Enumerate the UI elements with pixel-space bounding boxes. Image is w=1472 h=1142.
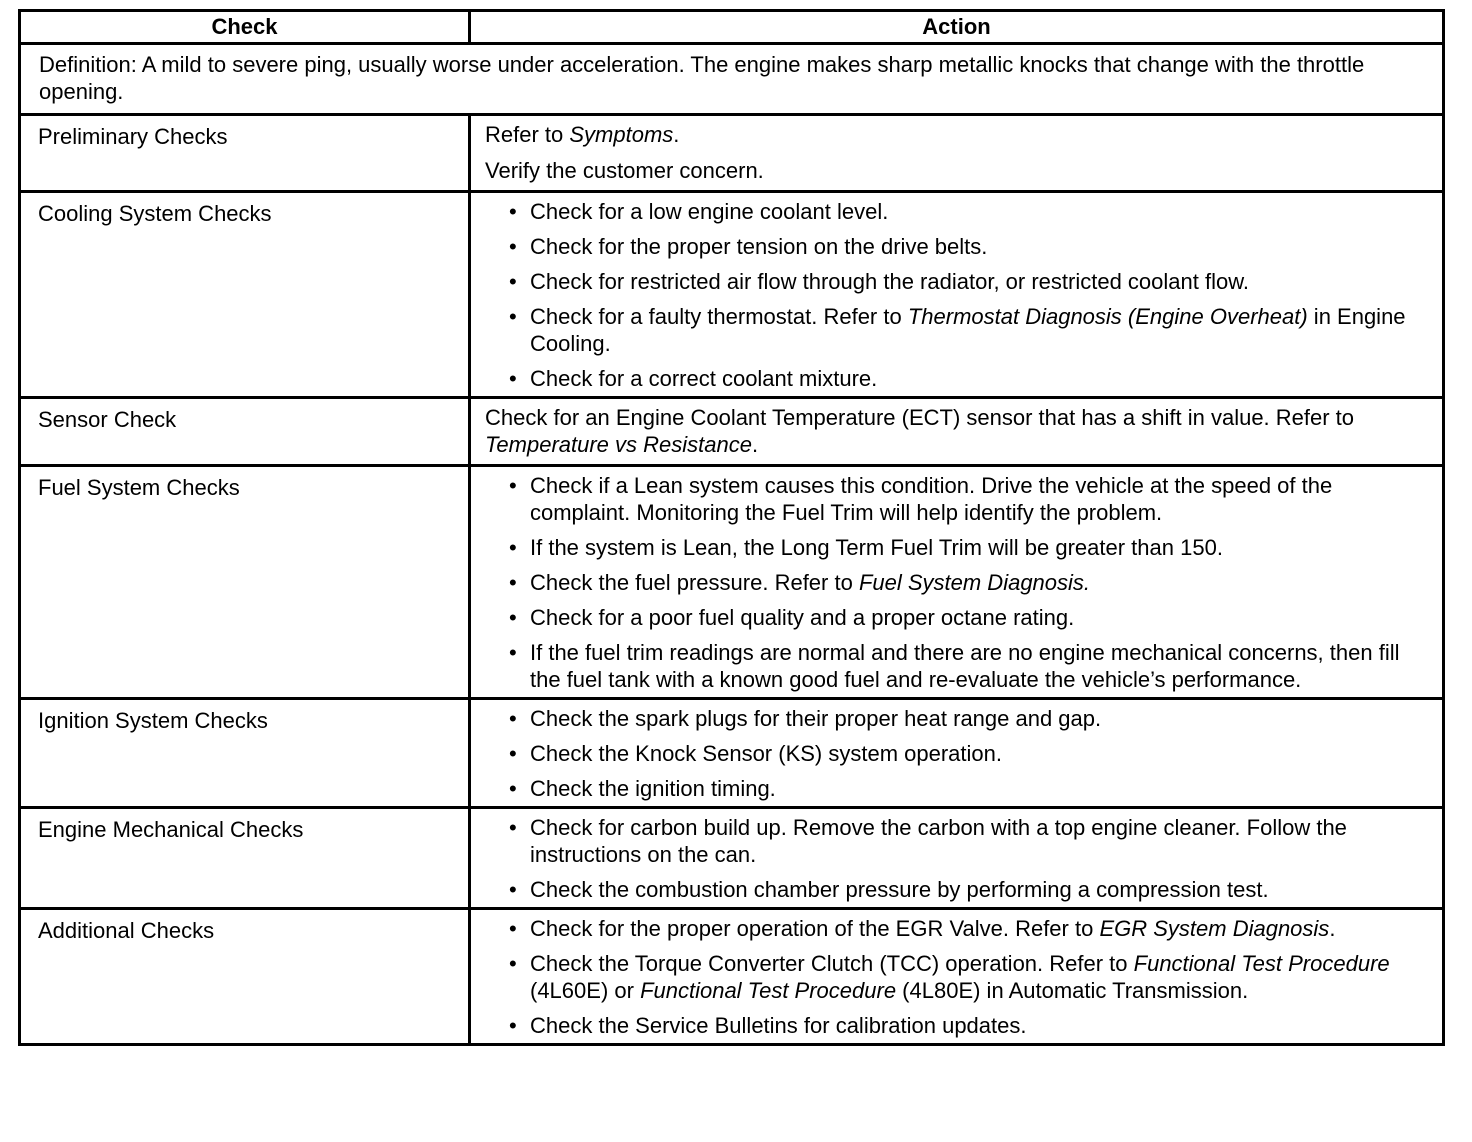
action-paragraph (485, 157, 1428, 184)
bullet-icon: • (509, 304, 517, 329)
text-run: Verify the customer concern. (485, 158, 764, 183)
list-item (485, 569, 1428, 596)
header-row (20, 11, 1444, 44)
text-run: Check for a correct coolant mixture. (530, 366, 878, 391)
definition-text: Definition: A mild to severe ping, usually worse under acceleration. The engine makes sharp metallic knocks that change with the throttle opening. (20, 44, 1444, 115)
action-list (485, 472, 1428, 693)
text-run: Check for restricted air flow through the radiator, or restricted coolant flow. (530, 269, 1249, 294)
bullet-icon: • (509, 951, 517, 976)
check-label: Engine Mechanical Checks (20, 808, 470, 909)
text-run: Check for a low engine coolant level. (530, 199, 889, 224)
text-run: Check if a Lean system causes this condition. Drive the vehicle at the speed of the complaint. Monitoring the Fuel Trim will help identify the problem. (530, 473, 1333, 525)
list-item (485, 876, 1428, 903)
reference-text: Temperature vs Resistance (485, 432, 752, 457)
list-item (485, 950, 1428, 1004)
bullet-icon: • (509, 366, 517, 391)
list-item (485, 705, 1428, 732)
bullet-icon: • (509, 706, 517, 731)
text-run: . (673, 122, 680, 147)
action-cell (470, 115, 1444, 192)
bullet-icon: • (509, 1013, 517, 1038)
text-run: Refer to (485, 122, 570, 147)
header-action: Action (470, 11, 1444, 44)
list-item (485, 365, 1428, 392)
bullet-icon: • (509, 640, 517, 665)
bullet-icon: • (509, 199, 517, 224)
list-item (485, 639, 1428, 693)
text-run: Check the fuel pressure. Refer to (530, 570, 859, 595)
reference-text: Functional Test Procedure (1133, 951, 1390, 976)
list-item (485, 472, 1428, 526)
list-item (485, 740, 1428, 767)
table-row (20, 909, 1444, 1045)
reference-text: EGR System Diagnosis (1099, 916, 1330, 941)
action-list (485, 814, 1428, 903)
text-run: Check for an Engine Coolant Temperature (ECT) sensor that has a shift in value. Refer to (485, 405, 1355, 430)
text-run: . (1329, 916, 1336, 941)
bullet-icon: • (509, 776, 517, 801)
text-run: Check the Service Bulletins for calibration updates. (530, 1013, 1027, 1038)
bullet-icon: • (509, 234, 517, 259)
text-run: If the fuel trim readings are normal and there are no engine mechanical concerns, then fill the fuel tank with a known good fuel and re-evaluate the vehicle’s performance. (530, 640, 1400, 692)
bullet-icon: • (509, 269, 517, 294)
table-row (20, 398, 1444, 466)
list-item (485, 1012, 1428, 1039)
text-run: Check the ignition timing. (530, 776, 776, 801)
text-run: Check the Torque Converter Clutch (TCC) operation. Refer to (530, 951, 1134, 976)
check-label: Fuel System Checks (20, 466, 470, 699)
text-run: (4L60E) or (530, 978, 641, 1003)
header-check: Check (20, 11, 470, 44)
check-label: Cooling System Checks (20, 192, 470, 398)
bullet-icon: • (509, 473, 517, 498)
text-run: Check for the proper tension on the drive belts. (530, 234, 988, 259)
list-item (485, 814, 1428, 868)
list-item (485, 604, 1428, 631)
bullet-icon: • (509, 535, 517, 560)
list-item (485, 233, 1428, 260)
text-run: Check for the proper operation of the EGR Valve. Refer to (530, 916, 1100, 941)
bullet-icon: • (509, 916, 517, 941)
action-list (485, 198, 1428, 392)
text-run: Check for carbon build up. Remove the carbon with a top engine cleaner. Follow the instructions on the can. (530, 815, 1347, 867)
check-label: Preliminary Checks (20, 115, 470, 192)
bullet-icon: • (509, 741, 517, 766)
table-row (20, 115, 1444, 192)
definition-row (20, 44, 1444, 115)
text-run: Check the combustion chamber pressure by performing a compression test. (530, 877, 1269, 902)
text-run: in Engine Cooling. (530, 304, 1406, 356)
check-label: Sensor Check (20, 398, 470, 466)
table-row (20, 192, 1444, 398)
text-run: Check for a faulty thermostat. Refer to (530, 304, 908, 329)
table-row (20, 808, 1444, 909)
list-item (485, 198, 1428, 225)
bullet-icon: • (509, 815, 517, 840)
table-row (20, 466, 1444, 699)
list-item (485, 775, 1428, 802)
check-label: Additional Checks (20, 909, 470, 1045)
text-run: Check for a poor fuel quality and a proper octane rating. (530, 605, 1075, 630)
text-run: (4L80E) in Automatic Transmission. (896, 978, 1249, 1003)
action-cell (470, 192, 1444, 398)
list-item (485, 915, 1428, 942)
action-cell (470, 909, 1444, 1045)
action-cell (470, 699, 1444, 808)
action-paragraph (485, 404, 1428, 458)
text-run: Check the Knock Sensor (KS) system operation. (530, 741, 1002, 766)
action-cell (470, 466, 1444, 699)
bullet-icon: • (509, 605, 517, 630)
reference-text: Symptoms (569, 122, 674, 147)
check-label: Ignition System Checks (20, 699, 470, 808)
bullet-icon: • (509, 877, 517, 902)
action-cell (470, 808, 1444, 909)
list-item (485, 534, 1428, 561)
action-cell (470, 398, 1444, 466)
reference-text: Functional Test Procedure (640, 978, 897, 1003)
action-list (485, 915, 1428, 1039)
reference-text: Fuel System Diagnosis. (858, 570, 1091, 595)
list-item (485, 268, 1428, 295)
reference-text: Thermostat Diagnosis (Engine Overheat) (907, 304, 1308, 329)
bullet-icon: • (509, 570, 517, 595)
list-item (485, 303, 1428, 357)
text-run: Check the spark plugs for their proper heat range and gap. (530, 706, 1102, 731)
action-paragraph (485, 121, 1428, 148)
text-run: . (751, 432, 759, 457)
table-row (20, 699, 1444, 808)
action-list (485, 705, 1428, 802)
text-run: If the system is Lean, the Long Term Fuel Trim will be greater than 150. (530, 535, 1223, 560)
diagnostic-table (18, 9, 1445, 1046)
